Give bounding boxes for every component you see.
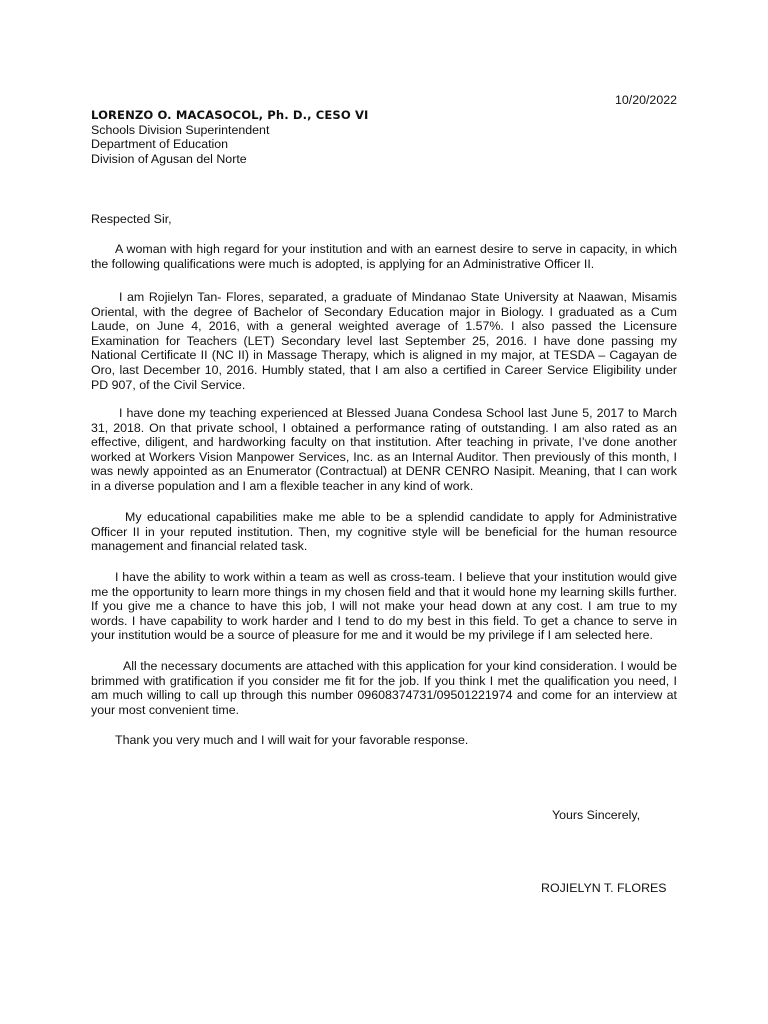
paragraph-text: Thank you very much and I will wait for your favorable response. bbox=[115, 733, 469, 747]
paragraph-experience bbox=[91, 406, 677, 494]
paragraph-text: A woman with high regard for your institution and with an earnest desire to serve in capacity, in which the following qualifications were much is adopted, is applying for an Administrative Officer II. bbox=[91, 242, 677, 271]
paragraph-text: I have done my teaching experienced at Blessed Juana Condesa School last June 5, 2017 to March 31, 2018. On that private school, I obtained a performance rating of outstanding. I am also rated as an effective, diligent, and hardworking faculty on that institution. After teaching in private, I’ve done another worked at Workers Vision Manpower Services, Inc. as an Internal Auditor. Then previously of this month, I was newly appointed as an Enumerator (Contractual) at DENR CENRO Nasipit. Meaning, that I can work in a diverse population and I am a flexible teacher in any kind of work. bbox=[91, 406, 677, 493]
salutation: Respected Sir, bbox=[91, 212, 172, 226]
letter-date: 10/20/2022 bbox=[614, 93, 677, 107]
addressee-department: Department of Education bbox=[91, 137, 229, 152]
paragraph-text: All the necessary documents are attached with this application for your kind consideration. I would be brimmed with gratification if you consider me fit for the job. If you think I met the qualification you need, I am much willing to call up through this number 09608374731/09501221974 and come for an interview at your most convenient time. bbox=[91, 659, 677, 717]
paragraph-thanks bbox=[91, 733, 677, 748]
paragraph-text: I am Rojielyn Tan- Flores, separated, a graduate of Mindanao State University at Naawan, Misamis Oriental, with the degree of Bachelor of Secondary Education major in Biology. I graduated as a Cum Laude, on June 4, 2016, with a general weighted average of 1.57%. I also passed the Licensure Examination for Teachers (LET) Secondary level last September 25, 2016. I have done passing my National Certificate II (NC II) in Massage Therapy, which is aligned in my major, at TESDA – Cagayan de Oro, last December 10, 2016. Humbly stated, that I am also a certified in Career Service Eligibility under PD 907, of the Civil Service. bbox=[91, 290, 677, 392]
paragraph-text: My educational capabilities make me able to be a splendid candidate to apply for Administrative Officer II in your reputed institution. Then, my cognitive style will be beneficial for the human resource management and financial related task. bbox=[91, 510, 677, 554]
addressee-block bbox=[91, 108, 368, 166]
paragraph-intro bbox=[91, 242, 677, 271]
paragraph-education bbox=[91, 290, 677, 392]
paragraph-text: I have the ability to work within a team as well as cross-team. I believe that your institution would give me the opportunity to learn more things in my chosen field and that it would hone my learning skills further. If you give me a chance to have this job, I will not make your head down at any cost. I am true to my words. I have capability to work harder and I tend to do my best in this field. To get a chance to serve in your institution would be a source of pleasure for me and it would be my privilege if I am selected here. bbox=[91, 570, 677, 643]
addressee-division: Division of Agusan del Norte bbox=[91, 151, 247, 166]
paragraph-capabilities bbox=[91, 510, 677, 554]
closing: Yours Sincerely, bbox=[552, 808, 641, 822]
paragraph-documents bbox=[91, 659, 677, 717]
addressee-title: Schools Division Superintendent bbox=[91, 122, 270, 137]
paragraph-teamwork bbox=[91, 570, 677, 643]
signature-name: ROJIELYN T. FLORES bbox=[541, 881, 667, 895]
addressee-name: LORENZO O. MACASOCOL, Ph. D., CESO VI bbox=[91, 108, 369, 122]
